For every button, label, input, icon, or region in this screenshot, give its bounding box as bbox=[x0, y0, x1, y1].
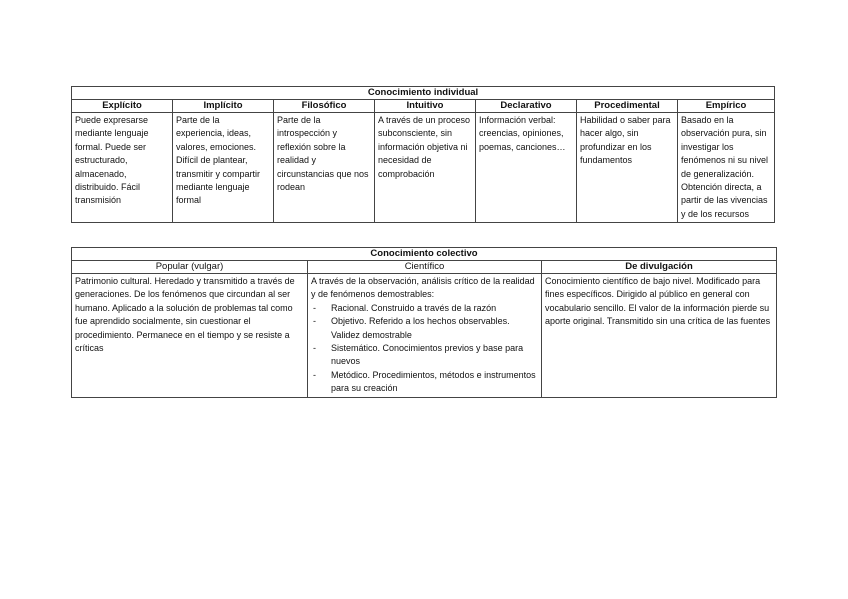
header-procedimental: Procedimental bbox=[577, 100, 678, 113]
list-item: - Metódico. Procedimientos, métodos e instrumentos para su creación bbox=[311, 369, 538, 396]
individual-knowledge-table bbox=[71, 86, 775, 223]
individual-table-title: Conocimiento individual bbox=[72, 87, 775, 100]
cell-divulgacion: Conocimiento científico de bajo nivel. Modificado para fines específicos. Dirigido al público en general con vocabulario sencillo. El valor de la información pierde su aporte original. Transmitido sin una crítica de las fuentes bbox=[542, 274, 777, 398]
header-divulgacion: De divulgación bbox=[542, 261, 777, 274]
cell-procedimental: Habilidad o saber para hacer algo, sin profundizar en los fundamentos bbox=[577, 113, 678, 223]
cell-intuitivo: A través de un proceso subconsciente, sin información objetiva ni necesidad de comprobación bbox=[375, 113, 476, 223]
cientifico-intro: A través de la observación, análisis crítico de la realidad y de fenómenos demostrables: bbox=[311, 276, 535, 300]
header-implicito: Implícito bbox=[173, 100, 274, 113]
cell-empirico: Basado en la observación pura, sin investigar los fenómenos ni su nivel de generalización. Obtención directa, a partir de las vivencias y de los recursos bbox=[678, 113, 775, 223]
header-popular: Popular (vulgar) bbox=[72, 261, 308, 274]
cell-cientifico bbox=[308, 274, 542, 398]
cell-declarativo: Información verbal: creencias, opiniones, poemas, canciones… bbox=[476, 113, 577, 223]
list-item: - Sistemático. Conocimientos previos y base para nuevos bbox=[311, 342, 538, 369]
cell-implicito: Parte de la experiencia, ideas, valores, emociones. Difícil de plantear, transmitir y compartir mediante lenguaje formal bbox=[173, 113, 274, 223]
cell-filosofico: Parte de la introspección y reflexión sobre la realidad y circunstancias que nos rodean bbox=[274, 113, 375, 223]
header-cientifico: Científico bbox=[308, 261, 542, 274]
list-item: - Racional. Construido a través de la razón bbox=[311, 302, 538, 315]
cientifico-list bbox=[311, 302, 538, 396]
collective-knowledge-table bbox=[71, 247, 777, 398]
collective-table-title: Conocimiento colectivo bbox=[72, 248, 777, 261]
header-declarativo: Declarativo bbox=[476, 100, 577, 113]
header-empirico: Empírico bbox=[678, 100, 775, 113]
header-filosofico: Filosófico bbox=[274, 100, 375, 113]
header-explicito: Explícito bbox=[72, 100, 173, 113]
cell-explicito: Puede expresarse mediante lenguaje formal. Puede ser estructurado, almacenado, distribuido. Fácil transmisión bbox=[72, 113, 173, 223]
header-intuitivo: Intuitivo bbox=[375, 100, 476, 113]
list-item: - Objetivo. Referido a los hechos observables. Validez demostrable bbox=[311, 315, 538, 342]
cell-popular: Patrimonio cultural. Heredado y transmitido a través de generaciones. De los fenómenos que circundan al ser humano. Aplicado a la solución de problemas tal como fue aprendido socialmente, sin cuestionar el procedimiento. Permanece en el tiempo y se resiste a críticas bbox=[72, 274, 308, 398]
